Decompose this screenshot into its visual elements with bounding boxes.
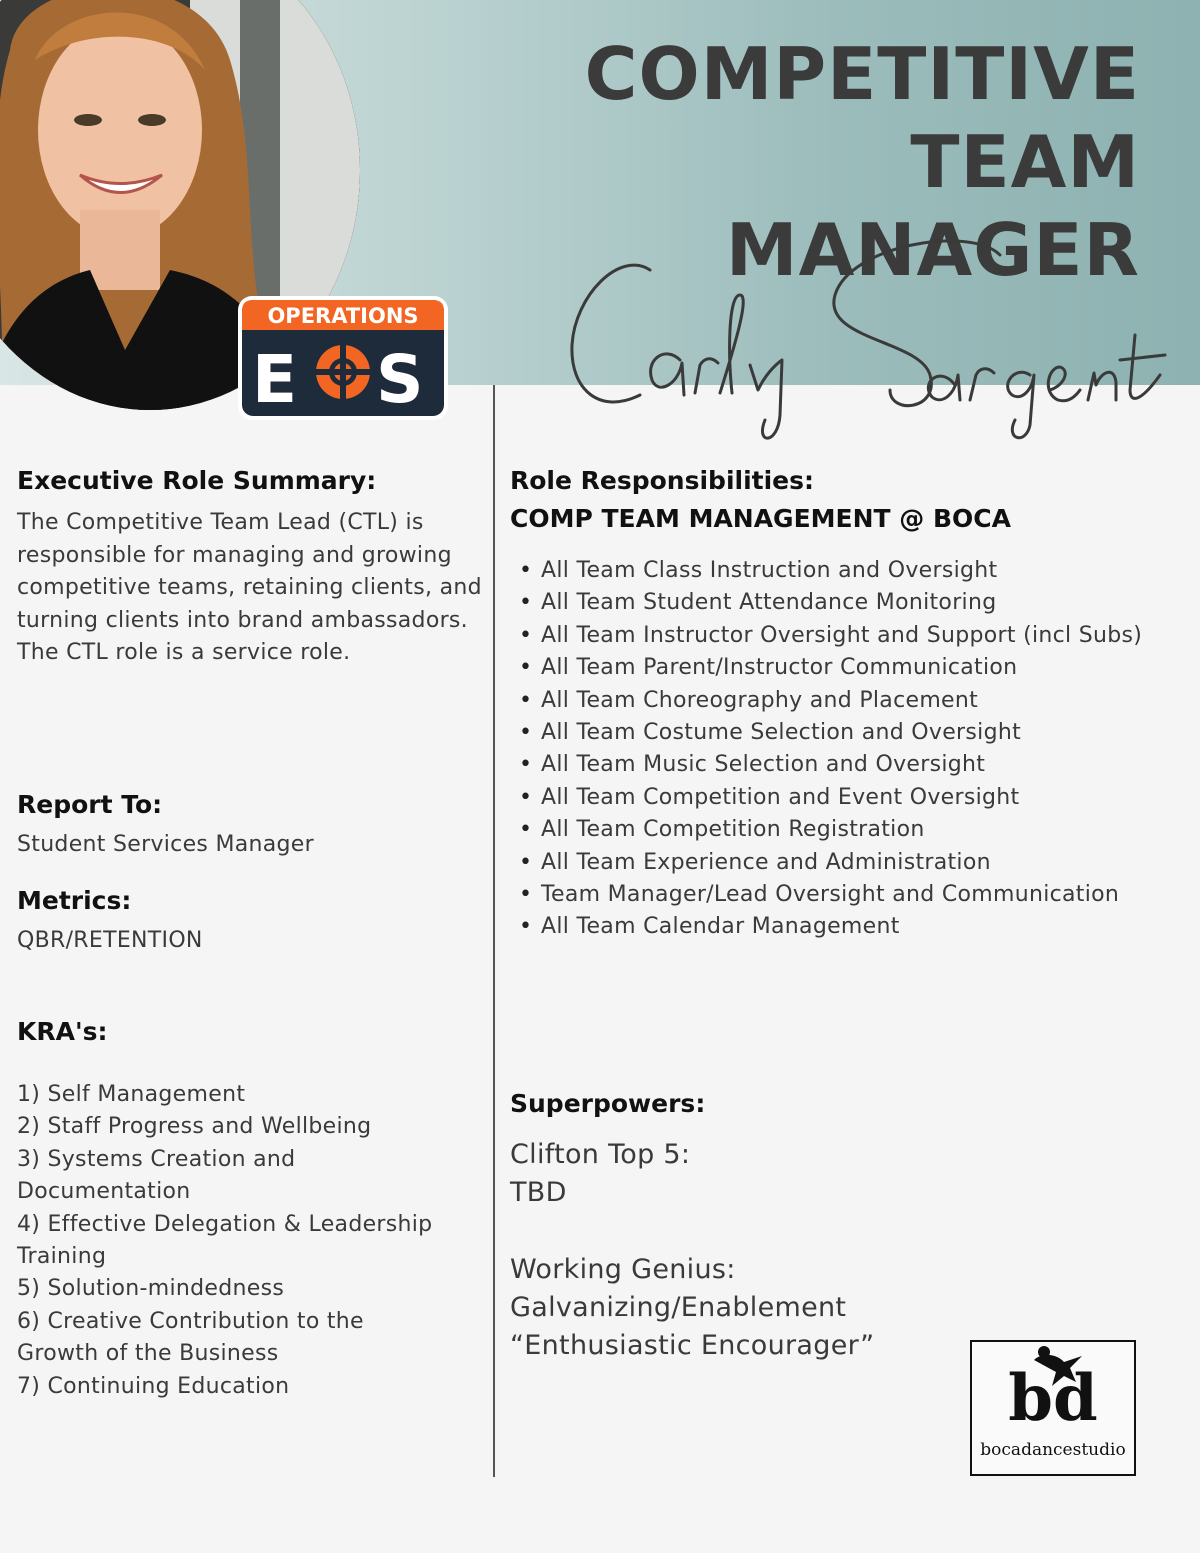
superpowers-heading: Superpowers: [510,1089,706,1118]
clifton-value: TBD [510,1177,567,1208]
kra-item: 2) Staff Progress and Wellbeing [17,1114,372,1140]
list-item: • Team Manager/Lead Oversight and Communication [541,879,1200,911]
list-item: • All Team Student Attendance Monitoring [541,587,1200,619]
kra-item: 5) Solution-mindedness [17,1276,285,1302]
genius-value: Galvanizing/Enablement [510,1292,847,1323]
column-divider [493,385,495,1477]
boca-dance-studio-logo [970,1340,1136,1476]
list-item: • All Team Class Instruction and Oversight [541,555,1200,587]
report-value: Student Services Manager [17,832,314,857]
logo-mark: bd [1008,1361,1098,1436]
metrics-heading: Metrics: [17,886,132,915]
list-item: • All Team Choreography and Placement [541,685,1200,717]
kra-item: 1) Self Management [17,1082,246,1107]
logo-text: bocadancestudio [980,1440,1126,1460]
responsibilities-heading: Role Responsibilities: [510,466,815,495]
signature-carly-sargent [560,225,1180,455]
responsibilities-subheading: COMP TEAM MANAGEMENT @ BOCA [510,504,1012,533]
list-item: • All Team Competition and Event Oversight [541,782,1200,814]
kra-item: 4) Effective Delegation & Leadership Training [17,1211,433,1270]
genius-label: Working Genius: [510,1254,736,1285]
summary-text: The Competitive Team Lead (CTL) is responsible for managing and growing competitive teams, retaining clients, and turning clients into brand ambassadors. The CTL role is a service role. [17,510,482,665]
kra-item: 7) Continuing Education [17,1373,290,1399]
svg-text:E: E [252,341,298,418]
genius-quote: “Enthusiastic Encourager” [510,1330,875,1361]
title-line-2: MANAGER [725,208,1140,292]
list-item: • All Team Music Selection and Oversight [541,749,1200,781]
list-item: • All Team Calendar Management [541,911,1200,943]
list-item: • All Team Parent/Instructor Communication [541,652,1200,684]
clifton-label: Clifton Top 5: [510,1139,691,1170]
summary-heading: Executive Role Summary: [17,466,377,495]
list-item: • All Team Costume Selection and Oversight [541,717,1200,749]
list-item: • All Team Experience and Administration [541,847,1200,879]
operations-eos-badge [238,296,448,420]
title-line-1: COMPETITIVE TEAM [584,32,1140,204]
kra-item: 3) Systems Creation and Documentation [17,1146,296,1205]
kra-heading: KRA's: [17,1017,108,1046]
report-heading: Report To: [17,790,163,819]
list-item: • All Team Competition Registration [541,814,1200,846]
metrics-value: QBR/RETENTION [17,928,203,953]
kra-item: 6) Creative Contribution to the Growth of the Business [17,1308,364,1367]
responsibilities-list [510,555,1200,944]
kra-list [17,1079,487,1403]
list-item: • All Team Instructor Oversight and Support (incl Subs) [541,620,1200,652]
svg-text:S: S [376,341,424,418]
badge-top-text: OPERATIONS [267,304,419,328]
